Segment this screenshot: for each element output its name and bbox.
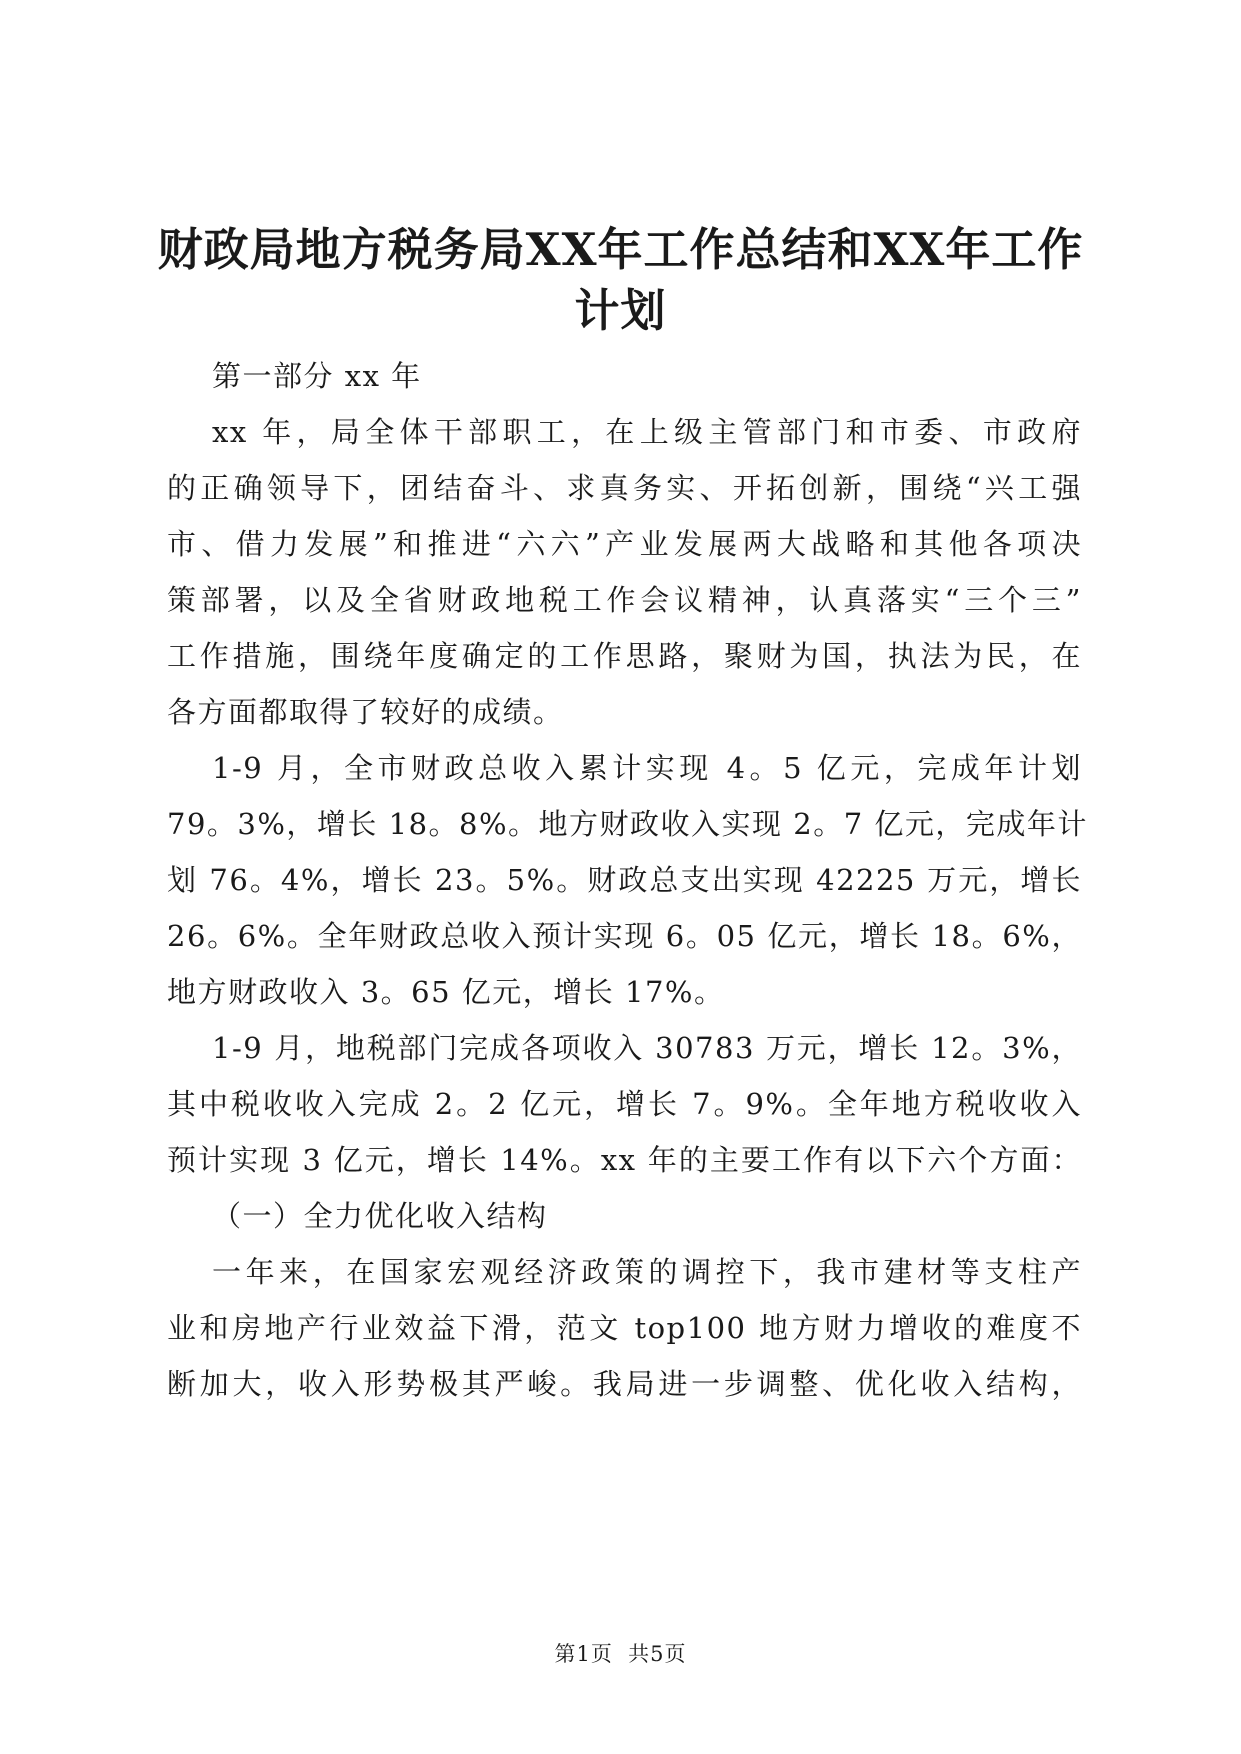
page-number: 1 bbox=[576, 1642, 591, 1666]
subsection-heading: （一）全力优化收入结构 bbox=[212, 1199, 548, 1233]
body-line: 26。6%。全年财政总收入预计实现 6。05 亿元，增长 18。6%， bbox=[167, 919, 1082, 953]
body-line: 1-9 月，全市财政总收入累计实现 4。5 亿元，完成年计划 bbox=[212, 751, 1082, 785]
body-line: 策部署，以及全省财政地税工作会议精神，认真落实“三个三” bbox=[167, 583, 1082, 617]
body-line: 市、借力发展”和推进“六六”产业发展两大战略和其他各项决 bbox=[167, 527, 1082, 561]
body-line: 79。3%，增长 18。8%。地方财政收入实现 2。7 亿元，完成年计 bbox=[167, 807, 1088, 841]
page-suffix: 页 bbox=[664, 1642, 687, 1666]
body-line: 其中税收收入完成 2。2 亿元，增长 7。9%。全年地方税收收入 bbox=[167, 1087, 1082, 1121]
body-line: xx 年，局全体干部职工，在上级主管部门和市委、市政府 bbox=[212, 415, 1082, 449]
body-line: 预计实现 3 亿元，增长 14%。xx 年的主要工作有以下六个方面： bbox=[167, 1143, 1082, 1177]
body-line: 各方面都取得了较好的成绩。 bbox=[167, 695, 564, 729]
body-line: 业和房地产行业效益下滑，范文 top100 地方财力增收的难度不 bbox=[167, 1311, 1082, 1345]
page-prefix: 第 bbox=[554, 1642, 577, 1666]
section-heading: 第一部分 xx 年 bbox=[212, 359, 422, 393]
document-title-line-2: 计划 bbox=[574, 284, 667, 337]
body-line: 划 76。4%，增长 23。5%。财政总支出实现 42225 万元，增长 bbox=[167, 863, 1082, 897]
body-line: 一年来，在国家宏观经济政策的调控下，我市建材等支柱产 bbox=[212, 1255, 1082, 1289]
body-line: 工作措施，围绕年度确定的工作思路，聚财为国，执法为民，在 bbox=[167, 639, 1082, 673]
page-mid: 页 共 bbox=[590, 1642, 651, 1666]
body-line: 的正确领导下，团结奋斗、求真务实、开拓创新，围绕“兴工强 bbox=[167, 471, 1082, 505]
body-line: 1-9 月，地税部门完成各项收入 30783 万元，增长 12。3%， bbox=[212, 1031, 1082, 1065]
page-total: 5 bbox=[650, 1642, 665, 1666]
body-line: 地方财政收入 3。65 亿元，增长 17%。 bbox=[167, 975, 725, 1009]
body-line: 断加大，收入形势极其严峻。我局进一步调整、优化收入结构， bbox=[167, 1367, 1082, 1401]
page-footer bbox=[0, 1640, 1241, 1668]
document-title-line-1: 财政局地方税务局XX年工作总结和XX年工作 bbox=[157, 223, 1084, 276]
